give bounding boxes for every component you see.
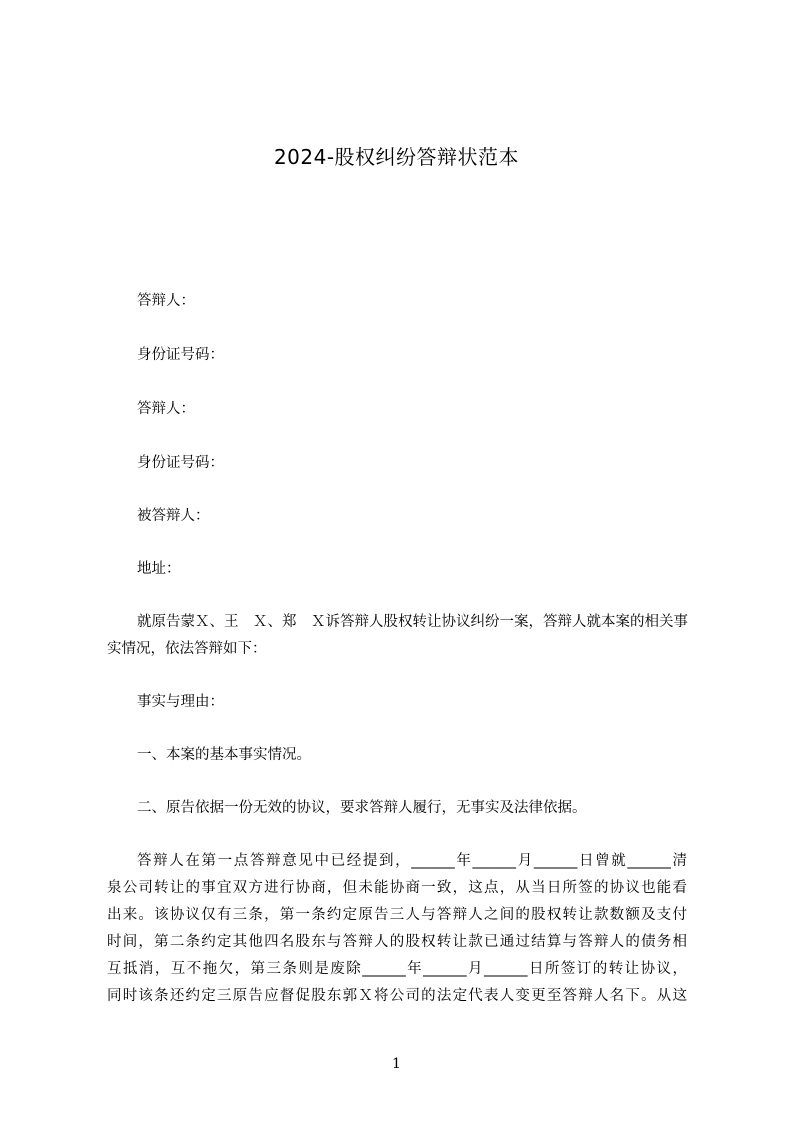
- body-line: 互抵消，互不拖欠，第三条则是废除______年______月______日所签订的转让协议，: [107, 961, 687, 977]
- intro-line: 就原告蒙Ｘ、王 Ｘ、郑 Ｘ诉答辩人股权转让协议纠纷一案，答辩人就本案的相关事: [137, 614, 688, 630]
- id-number-label-1: 身份证号码：: [137, 347, 224, 363]
- respondent-label-2: 答辩人：: [137, 401, 195, 417]
- intro-line: 实情况，依法答辩如下：: [107, 641, 267, 657]
- respondent-label-1: 答辩人：: [137, 293, 195, 309]
- body-line: 出来。该协议仅有三条，第一条约定原告三人与答辩人之间的股权转让款数额及支付: [107, 907, 687, 923]
- page-number: 1: [392, 1056, 401, 1072]
- intro-paragraph: [107, 609, 687, 663]
- id-number-label-2: 身份证号码：: [137, 455, 224, 471]
- body-line: 泉公司转让的事宜双方进行协商，但未能协商一致，这点，从当日所签的协议也能看: [107, 880, 687, 896]
- body-paragraph: [107, 848, 687, 1010]
- point-one-heading: 一、本案的基本事实情况。: [137, 747, 311, 763]
- document-title: 2024-股权纠纷答辩状范本: [273, 145, 520, 169]
- defendant-label: 被答辩人：: [137, 508, 210, 524]
- body-line: 同时该条还约定三原告应督促股东郭Ｘ将公司的法定代表人变更至答辩人名下。从这: [107, 988, 687, 1004]
- point-two-heading: 二、原告依据一份无效的协议，要求答辩人履行，无事实及法律依据。: [137, 800, 587, 816]
- section-heading: 事实与理由：: [137, 694, 224, 710]
- body-line: 答辩人在第一点答辩意见中已经提到，______年______月______日曾就______清: [137, 853, 687, 869]
- body-line: 时间，第二条约定其他四名股东与答辩人的股权转让款已通过结算与答辩人的债务相: [107, 934, 687, 950]
- address-label: 地址：: [137, 561, 181, 577]
